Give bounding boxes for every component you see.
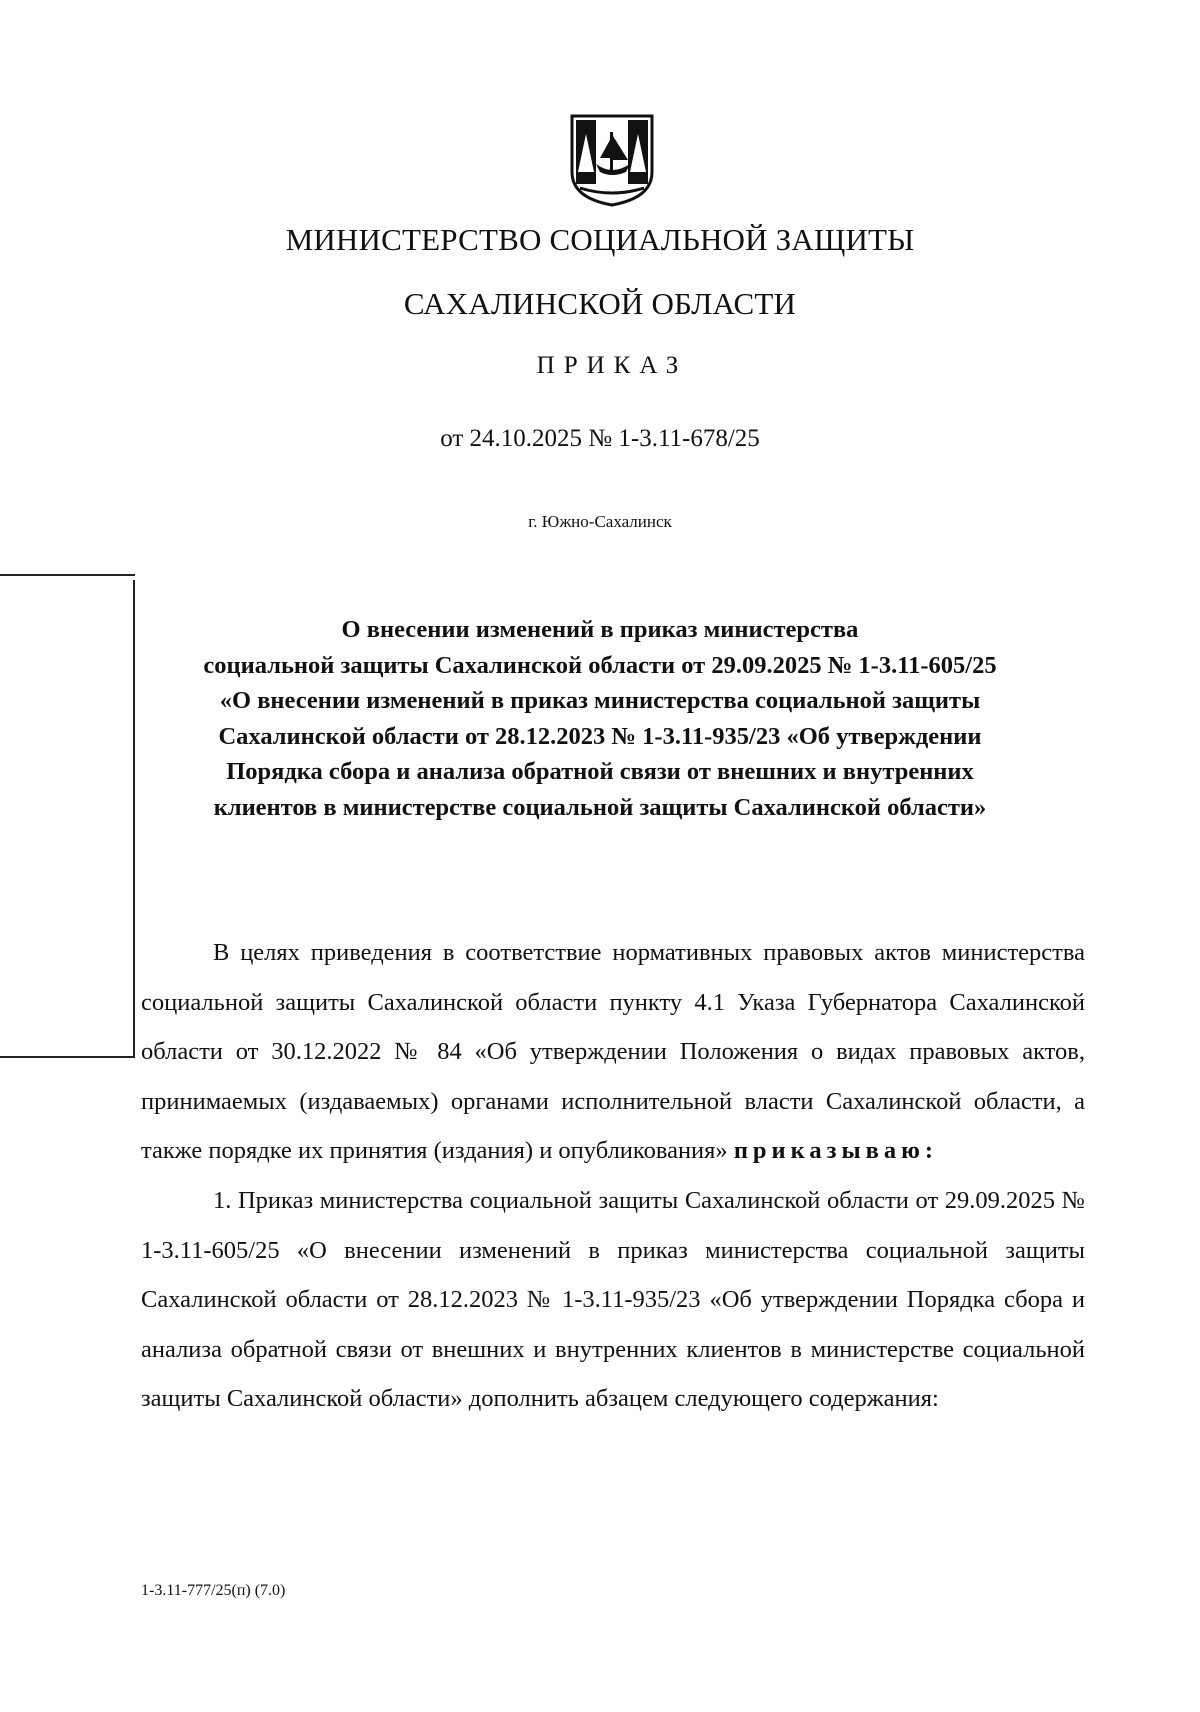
document-body <box>141 928 1085 1424</box>
document-code: 1-3.11-777/25(п) (7.0) <box>141 1582 286 1599</box>
margin-line-bottom <box>0 1056 135 1058</box>
sakhalin-coat-of-arms-icon <box>568 112 656 208</box>
document-title <box>150 612 1050 825</box>
margin-line-vertical <box>133 580 135 1058</box>
title-line: О внесении изменений в приказ министерства <box>341 616 859 643</box>
title-line: социальной защиты Сахалинской области от 29.09.2025 № 1-3.11-605/25 <box>203 651 997 679</box>
margin-line-top <box>0 574 135 576</box>
ministry-name-line1: МИНИСТЕРСТВО СОЦИАЛЬНОЙ ЗАЩИТЫ <box>285 222 915 257</box>
order-word: приказываю: <box>733 1137 939 1165</box>
document-date-number: от 24.10.2025 № 1-3.11-678/25 <box>440 425 760 452</box>
ministry-name-line2: САХАЛИНСКОЙ ОБЛАСТИ <box>403 286 797 321</box>
title-line: Порядка сбора и анализа обратной связи от внешних и внутренних <box>226 758 974 785</box>
document-city: г. Южно-Сахалинск <box>528 512 672 531</box>
title-line: Сахалинской области от 28.12.2023 № 1-3.11-935/23 «Об утверждении <box>218 722 982 750</box>
item-1-paragraph: 1. Приказ министерства социальной защиты Сахалинской области от 29.09.2025 № 1-3.11-605/25 «О внесении изменений в приказ министерства социальной защиты Сахалинской области от 28.12.2023 № 1-3.11-935/23 «Об утверждении Порядка сбора и анализа обратной связи от внешних и внутренних клиентов в министерстве социальной защиты Сахалинской области» дополнить абзацем следующего содержания: <box>141 1186 1085 1413</box>
preamble-paragraph <box>141 928 1085 1176</box>
title-line: клиентов в министерстве социальной защиты Сахалинской области» <box>213 793 987 821</box>
title-line: «О внесении изменений в приказ министерства социальной защиты <box>219 687 981 714</box>
preamble-text: В целях приведения в соответствие нормативных правовых актов министерства социальной защиты Сахалинской области пункту 4.1 Указа Губернатора Сахалинской области от 30.12.2022 № 84 «Об утверждении Положения о видах правовых актов, принимаемых (издаваемых) органами исполнительной власти Сахалинской области, а также порядке их принятия (издания) и опубликования» <box>141 939 1085 1165</box>
document-type: ПРИКАЗ <box>536 352 688 379</box>
